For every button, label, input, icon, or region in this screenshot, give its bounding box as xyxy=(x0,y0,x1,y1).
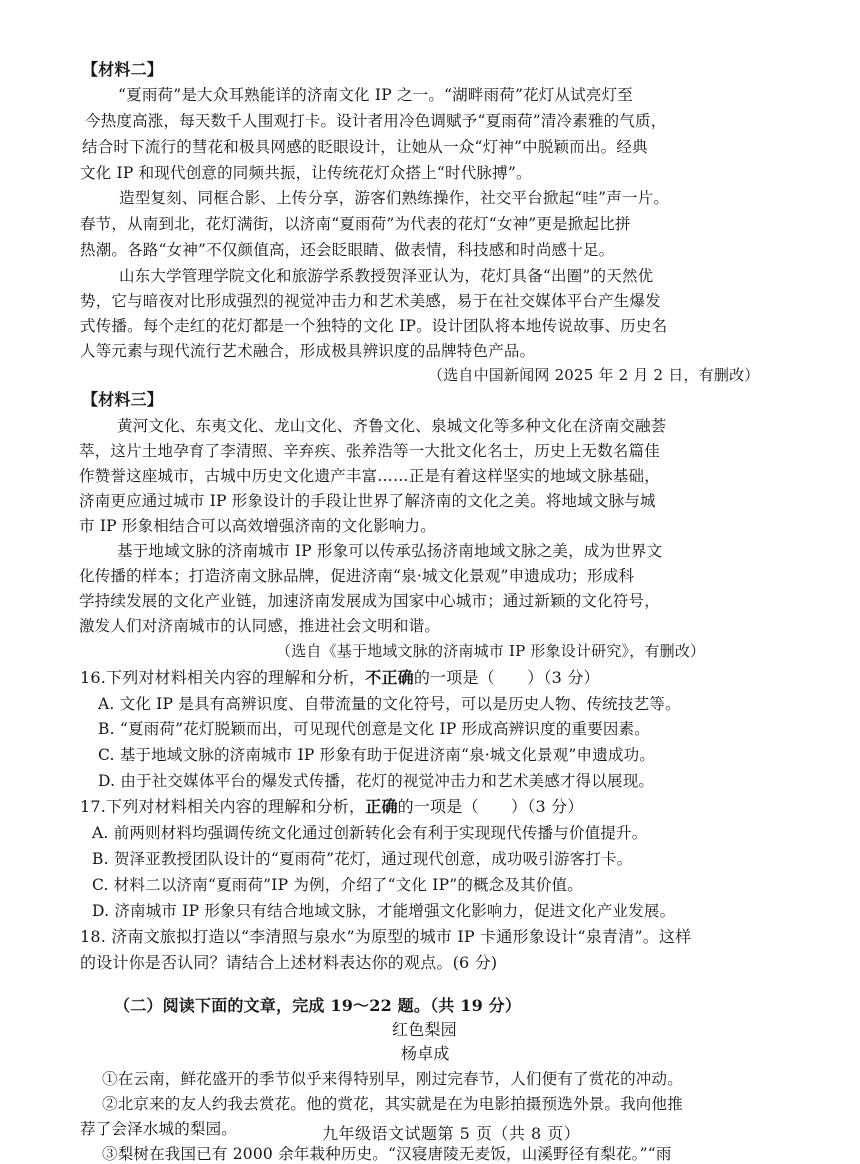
q17-stem-tail: 的一项是（ ）（3 分） xyxy=(397,797,584,816)
section2-heading: （二）阅读下面的文章，完成 19～22 题。（共 19 分） xyxy=(114,996,522,1015)
material3-line: 黄河文化、东夷文化、龙山文化、齐鲁文化、泉城文化等多种文化在济南交融荟 xyxy=(117,417,667,435)
material3-line: 萃，这片土地孕育了李清照、辛弃疾、张养浩等一大批文化名士，历史上无数名篇佳 xyxy=(79,442,660,460)
material3-line: 济南更应通过城市 IP 形象设计的手段让世界了解济南的文化之美。将地域文脉与城 xyxy=(79,492,656,510)
material2-line: “夏雨荷”是大众耳熟能详的济南文化 IP 之一。“湖畔雨荷”花灯从试亮灯至 xyxy=(118,86,634,104)
q16-option-d: D. 由于社交媒体平台的爆发式传播，花灯的视觉冲击力和艺术美感才得以展现。 xyxy=(98,772,655,790)
material2-source: （选自中国新闻网 2025 年 2 月 2 日，有删改） xyxy=(428,366,760,384)
material3-source: （选自《基于地域文脉的济南城市 IP 形象设计研究》，有删改） xyxy=(276,642,706,660)
material3-line: 市 IP 形象相结合可以高效增强济南的文化影响力。 xyxy=(79,517,436,535)
article-paragraph: 荐了会泽水城的梨园。 xyxy=(80,1120,238,1138)
q16-stem xyxy=(80,668,600,688)
q17-option-c: C. 材料二以济南“夏雨荷”IP 为例，介绍了“文化 IP”的概念及其价值。 xyxy=(92,876,583,894)
material2-line: 势，它与暗夜对比形成强烈的视觉冲击力和艺术美感，易于在社交媒体平台产生爆发 xyxy=(80,292,661,310)
article-paragraph: ②北京来的友人约我去赏花。他的赏花，其实就是在为电影拍摄预选外景。我向他推 xyxy=(102,1095,683,1113)
material2-line: 今热度高涨，每天数千人围观打卡。设计者用冷色调赋予“夏雨荷”清冷素雅的气质， xyxy=(85,112,667,130)
article-paragraph: ③梨树在我国已有 2000 余年栽种历史。“汉寝唐陵无麦饭，山溪野径有梨花。”“雨 xyxy=(102,1145,672,1163)
q17-option-a: A. 前两则材料均强调传统文化通过创新转化会有利于实现现代传播与价值提升。 xyxy=(92,824,648,842)
q17-option-d: D. 济南城市 IP 形象只有结合地域文脉，才能增强文化影响力，促进文化产业发展。 xyxy=(92,902,676,920)
material3-line: 基于地域文脉的济南城市 IP 形象可以传承弘扬济南地域文脉之美，成为世界文 xyxy=(117,542,663,560)
page-footer: 九年级语文试题第 5 页（共 8 页） xyxy=(316,1124,586,1144)
material2-line: 造型复刻、同框合影、上传分享，游客们熟练操作，社交平台掀起“哇”声一片。 xyxy=(119,189,670,207)
q16-option-c: C. 基于地域文脉的济南城市 IP 形象有助于促进济南“泉·城文化景观”申遗成功。 xyxy=(98,746,656,764)
material2-line: 热潮。各路“女神”不仅颜值高，还会眨眼睛、做表情，科技感和时尚感十足。 xyxy=(80,241,615,259)
material2-heading: 【材料二】 xyxy=(82,60,164,79)
material3-line: 作赞誉这座城市，古城中历史文化遗产丰富……正是有着这样坚实的地域文脉基础， xyxy=(79,467,660,485)
q18-line: 18. 济南文旅拟打造以“李清照与泉水”为原型的城市 IP 卡通形象设计“泉青清”。这样 xyxy=(80,927,692,946)
material2-line: 结合时下流行的彗花和极具网感的眨眼设计，让她从一众“灯神”中脱颖而出。经典 xyxy=(82,138,648,156)
material2-line: 春节，从南到北，花灯满街，以济南“夏雨荷”为代表的花灯“女神”更是掀起比拼 xyxy=(80,215,631,233)
material3-heading: 【材料三】 xyxy=(82,390,164,409)
article-author: 杨卓成 xyxy=(401,1044,450,1063)
material2-line: 人等元素与现代流行艺术融合，形成极具辨识度的品牌特色产品。 xyxy=(80,342,536,360)
material2-line: 文化 IP 和现代创意的同频共振，让传统花灯众搭上“时代脉搏”。 xyxy=(80,164,532,182)
article-title: 红色梨园 xyxy=(392,1020,457,1039)
q17-stem-lead: 17.下列对材料相关内容的理解和分析， xyxy=(80,797,366,816)
q16-option-b: B. “夏雨荷”花灯脱颖而出，可见现代创意是文化 IP 形成高辨识度的重要因素。 xyxy=(98,720,651,738)
q18-line: 的设计你是否认同？请结合上述材料表达你的观点。(6 分) xyxy=(80,953,498,972)
q17-stem-key: 正确 xyxy=(365,797,398,816)
q17-stem xyxy=(80,797,584,817)
material3-line: 激发人们对济南城市的认同感，推进社会文明和谐。 xyxy=(79,617,441,635)
q16-stem-lead: 16.下列对材料相关内容的理解和分析， xyxy=(80,668,366,687)
q17-option-b: B. 贺泽亚教授团队设计的“夏雨荷”花灯，通过现代创意，成功吸引游客打卡。 xyxy=(92,850,633,868)
material2-line: 山东大学管理学院文化和旅游学系教授贺泽亚认为，花灯具备“出圈”的天然优 xyxy=(119,267,654,285)
material3-line: 化传播的样本；打造济南文脉品牌，促进济南“泉·城文化景观”申遗成功；形成科 xyxy=(79,567,635,585)
q16-stem-key: 不正确 xyxy=(365,668,414,687)
material2-line: 式传播。每个走红的花灯都是一个独特的文化 IP。设计团队将本地传说故事、历史名 xyxy=(80,317,668,335)
q16-option-a: A. 文化 IP 是具有高辨识度、自带流量的文化符号，可以是历史人物、传统技艺等。 xyxy=(98,695,681,713)
q16-stem-tail: 的一项是（ ）（3 分） xyxy=(413,668,600,687)
article-paragraph: ①在云南，鲜花盛开的季节似乎来得特别早，刚过完春节，人们便有了赏花的冲动。 xyxy=(102,1070,683,1088)
material3-line: 学持续发展的文化产业链，加速济南发展成为国家中心城市；通过新颖的文化符号， xyxy=(79,592,660,610)
